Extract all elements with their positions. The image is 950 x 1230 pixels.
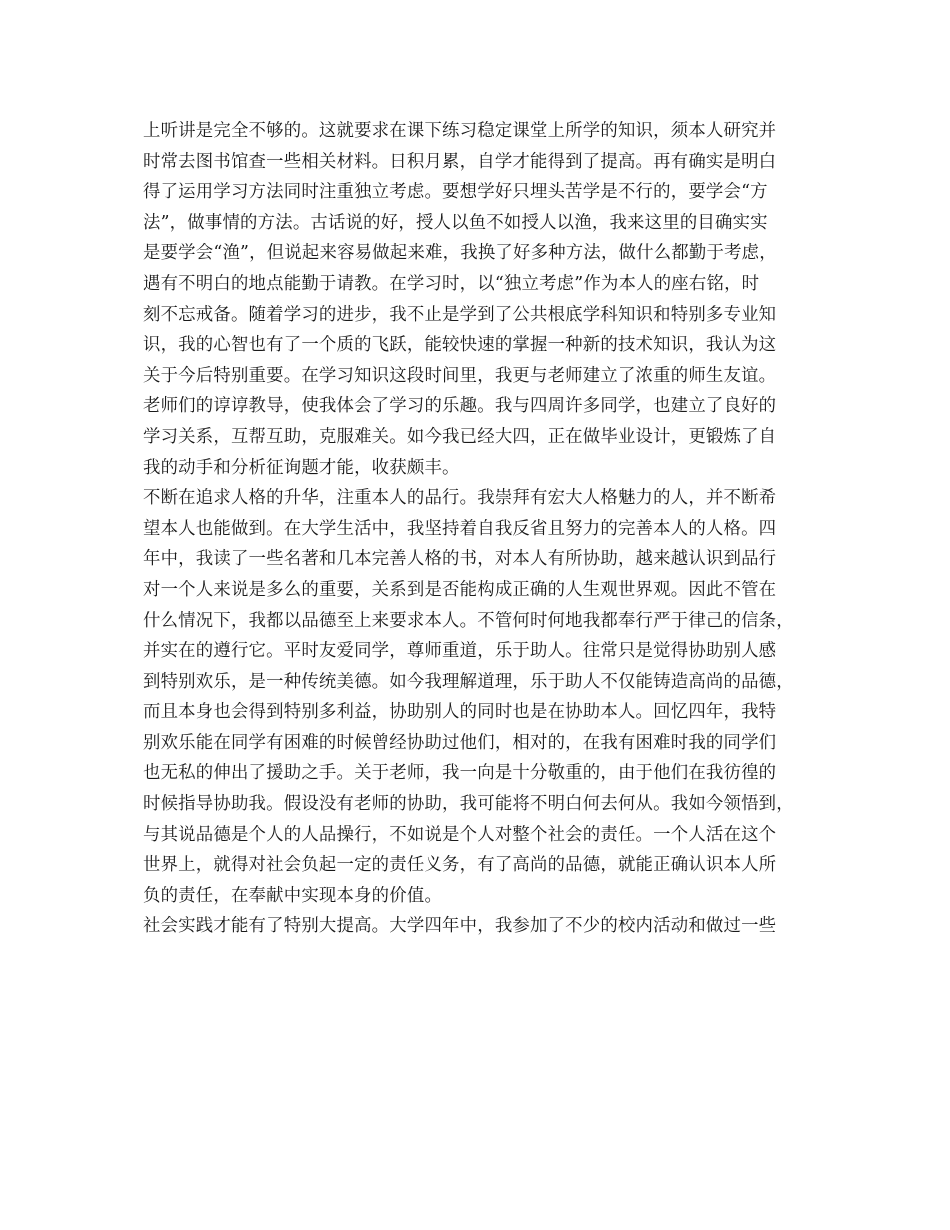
text-line: 社会实践才能有了特别大提高。大学四年中，我参加了不少的校内活动和做过一些	[143, 916, 777, 937]
document-body	[143, 116, 811, 942]
text-line: 是要学会“渔”，但说起来容易做起来难，我换了好多种方法，做什么都勤于考虑，	[143, 243, 777, 264]
text-line: 时常去图书馆查一些相关材料。日积月累，自学才能得到了提高。再有确实是明白	[143, 151, 777, 172]
text-line: 时候指导协助我。假设没有老师的协助，我可能将不明白何去何从。我如今领悟到，	[143, 794, 794, 815]
text-line: 法”，做事情的方法。古话说的好，授人以鱼不如授人以渔，我来这里的目确实实	[143, 212, 768, 233]
text-line: 到特别欢乐，是一种传统美德。如今我理解道理，乐于助人不仅能铸造高尚的品德，	[143, 671, 794, 692]
text-line: 负的责任，在奉献中实现本身的价值。	[143, 885, 443, 906]
text-line: 不断在追求人格的升华，注重本人的品行。我崇拜有宏大人格魅力的人，并不断希	[143, 488, 777, 509]
text-line: 也无私的伸出了援助之手。关于老师，我一向是十分敬重的，由于他们在我彷徨的	[143, 763, 777, 784]
text-line: 我的动手和分析征询题才能，收获颇丰。	[143, 457, 460, 478]
text-line: 老师们的谆谆教导，使我体会了学习的乐趣。我与四周许多同学，也建立了良好的	[143, 396, 777, 417]
text-line: 望本人也能做到。在大学生活中，我坚持着自我反省且努力的完善本人的人格。四	[143, 518, 777, 539]
text-line: 得了运用学习方法同时注重独立考虑。要想学好只埋头苦学是不行的，要学会“方	[143, 182, 768, 203]
text-line: 上听讲是完全不够的。这就要求在课下练习稳定课堂上所学的知识，须本人研究并	[143, 121, 777, 141]
text-line: 关于今后特别重要。在学习知识这段时间里，我更与老师建立了浓重的师生友谊。	[143, 365, 777, 386]
text-line: 学习关系，互帮互助，克服难关。如今我已经大四，正在做毕业设计，更锻炼了自	[143, 426, 777, 447]
text-line: 世界上，就得对社会负起一定的责任义务，有了高尚的品德，就能正确认识本人所	[143, 855, 777, 876]
text-line: 对一个人来说是多么的重要，关系到是否能构成正确的人生观世界观。因此不管在	[143, 579, 777, 600]
text-line: 别欢乐能在同学有困难的时候曾经协助过他们，相对的，在我有困难时我的同学们	[143, 732, 777, 753]
text-line: 与其说品德是个人的人品操行，不如说是个人对整个社会的责任。一个人活在这个	[143, 824, 777, 845]
text-line: 而且本身也会得到特别多利益，协助别人的同时也是在协助本人。回忆四年，我特	[143, 702, 777, 723]
text-line: 并实在的遵行它。平时友爱同学，尊师重道，乐于助人。往常只是觉得协助别人感	[143, 641, 777, 662]
text-line: 年中，我读了一些名著和几本完善人格的书，对本人有所协助，越来越认识到品行	[143, 549, 777, 570]
text-line: 遇有不明白的地点能勤于请教。在学习时，以“独立考虑”作为本人的座右铭，时	[143, 273, 760, 294]
text-line: 刻不忘戒备。随着学习的进步，我不止是学到了公共根底学科知识和特别多专业知	[143, 304, 777, 325]
text-line: 什么情况下，我都以品德至上来要求本人。不管何时何地我都奉行严于律己的信条，	[143, 610, 794, 631]
text-line: 识，我的心智也有了一个质的飞跃，能较快速的掌握一种新的技术知识，我认为这	[143, 335, 777, 356]
